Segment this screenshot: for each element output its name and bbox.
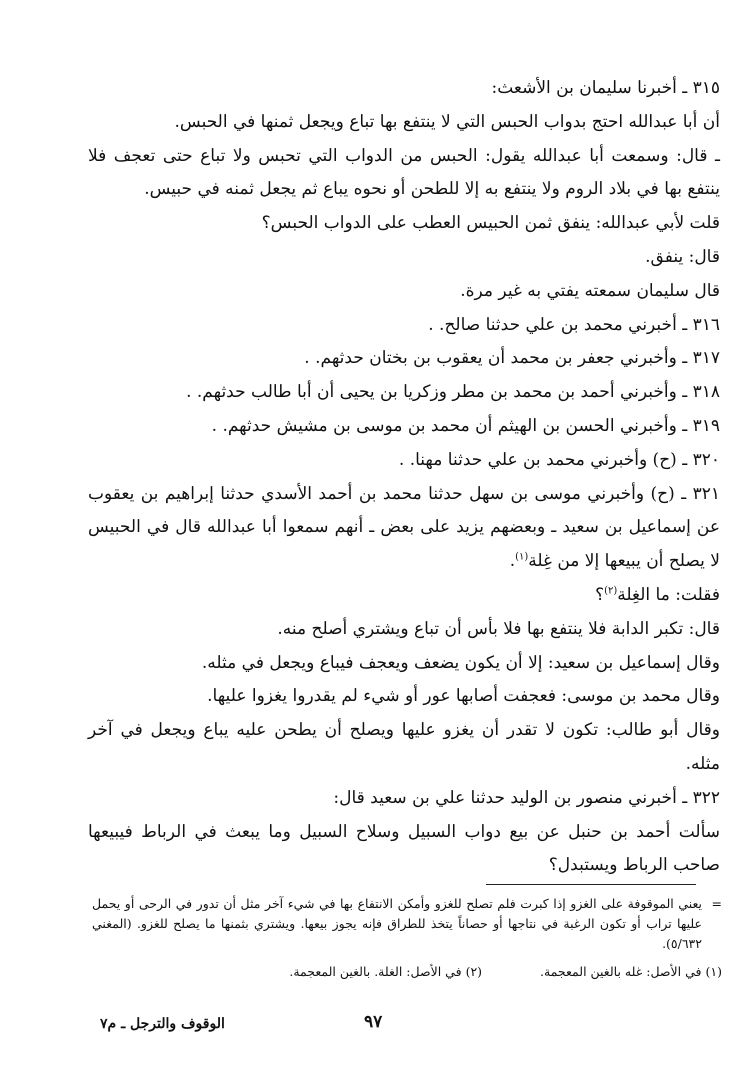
continuation-text: يعني الموقوفة على الغزو إذا كبرت فلم تصلح للغزو وأمكن الانتفاع بها في شيء آخر مثل أن تدور في الرحى أو يحمل عليها تراب أو تكون الرغبة في نتاجها أو حصاناً يتخذ للطراق فإنه يجوز بيعها. ويشتري بثمنها ما يصلح للغزو. (المغني ٥/٦٣٢). bbox=[92, 896, 702, 951]
paragraph-317: ٣١٧ ـ وأخبرني جعفر بن محمد أن يعقوب بن بختان حدثهم. . bbox=[304, 348, 720, 369]
paragraph-answer-age: قال: تكبر الدابة فلا ينتفع بها فلا بأس أن تباع ويشتري أصلح منه. bbox=[277, 618, 720, 639]
paragraph-322-question: سألت أحمد بن حنبل عن بيع دواب السبيل وسلاح السبيل وما يبعث في الرباط فيبيعها صاحب الرباط ويستبدل؟ bbox=[88, 821, 720, 876]
paragraph-ghilla-question bbox=[88, 579, 720, 613]
paragraph-muhammad: وقال محمد بن موسى: فعجفت أصابها عور أو شيء لم يقدروا يغزوا عليها. bbox=[207, 686, 720, 707]
footnote-continuation bbox=[92, 894, 722, 954]
paragraph-abu-talib: وقال أبو طالب: تكون لا تقدر أن يغزو عليها ويصلح أن يطحن عليه يباع ويجعل في آخر مثله. bbox=[88, 720, 720, 774]
footnote-notes-row bbox=[92, 962, 722, 982]
footnote-1-mark: (١) bbox=[705, 964, 722, 979]
continuation-mark: = bbox=[711, 896, 722, 911]
paragraph-321-text: ٣٢١ ـ (ح) وأخبرني موسى بن سهل حدثنا محمد بن أحمد الأسدي حدثنا إبراهيم بن يعقوب عن إسماعيل بن سعيد ـ وبعضهم يزيد على بعض ـ أنهم سمعوا أبا عبدالله قال في الحبيس لا يصلح أن يبيعها إلا من غِلة bbox=[88, 483, 720, 572]
paragraph-answer: قال: ينفق. bbox=[645, 246, 720, 267]
paragraph-319: ٣١٩ ـ وأخبرني الحسن بن الهيثم أن محمد بن موسى بن مشيش حدثهم. . bbox=[211, 415, 720, 436]
paragraph-318: ٣١٨ ـ وأخبرني أحمد بن محمد بن مطر وزكريا بن يحيى أن أبا طالب حدثهم. . bbox=[186, 382, 720, 403]
paragraph-315-heading: ٣١٥ ـ أخبرنا سليمان بن الأشعث: bbox=[491, 78, 720, 98]
paragraph-sulayman: قال سليمان سمعته يفتي به غير مرة. bbox=[460, 280, 720, 301]
paragraph-ghilla-text: فقلت: ما الغِلة bbox=[617, 584, 720, 605]
paragraph-321 bbox=[88, 478, 720, 579]
paragraph-322: ٣٢٢ ـ أخبرني منصور بن الوليد حدثنا علي بن سعيد قال: bbox=[333, 787, 720, 808]
footnote-2-mark: (٢) bbox=[465, 964, 483, 979]
paragraph-question: قلت لأبي عبدالله: ينفق ثمن الحبيس العطب على الدواب الحبس؟ bbox=[261, 213, 720, 234]
paragraph-320: ٣٢٠ ـ (ح) وأخبرني محمد بن علي حدثنا مهنا. . bbox=[398, 449, 720, 470]
paragraph-316: ٣١٦ ـ أخبرني محمد بن علي حدثنا صالح. . bbox=[428, 314, 720, 335]
main-text bbox=[88, 72, 720, 883]
footnote-1-text: في الأصل: غله بالغين المعجمة. bbox=[540, 964, 702, 979]
footnote-2-text: في الأصل: الغلة. بالغين المعجمة. bbox=[289, 964, 462, 979]
footnote-divider bbox=[486, 884, 696, 885]
page-number: ٩٧ bbox=[364, 1012, 383, 1032]
paragraph-ismail: وقال إسماعيل بن سعيد: إلا أن يكون يضعف ويعجف فيباع ويجعل في مثله. bbox=[201, 652, 720, 673]
footnote-ref-2[interactable]: (٢) bbox=[604, 585, 618, 597]
paragraph-ghilla-end: ؟ bbox=[595, 584, 605, 605]
paragraph-315-text: أن أبا عبدالله احتج بدواب الحبس التي لا ينتفع بها تباع ويجعل ثمنها في الحبس. bbox=[174, 111, 720, 132]
paragraph-321-end: . bbox=[509, 551, 516, 572]
book-signature: الوقوف والترجل ـ م٧ bbox=[100, 1016, 225, 1032]
footnotes bbox=[92, 894, 722, 982]
page-footer bbox=[100, 1012, 670, 1042]
footnote-ref-1[interactable]: (١) bbox=[515, 551, 529, 563]
paragraph-315-continued: ـ قال: وسمعت أبا عبدالله يقول: الحبس من الدواب التي تحبس ولا تباع حتى تعجف فلا ينتفع بها في بلاد الروم ولا ينتفع به إلا للطحن أو نحوه يباع ثم يجعل ثمنه في حبيس. bbox=[88, 145, 720, 200]
